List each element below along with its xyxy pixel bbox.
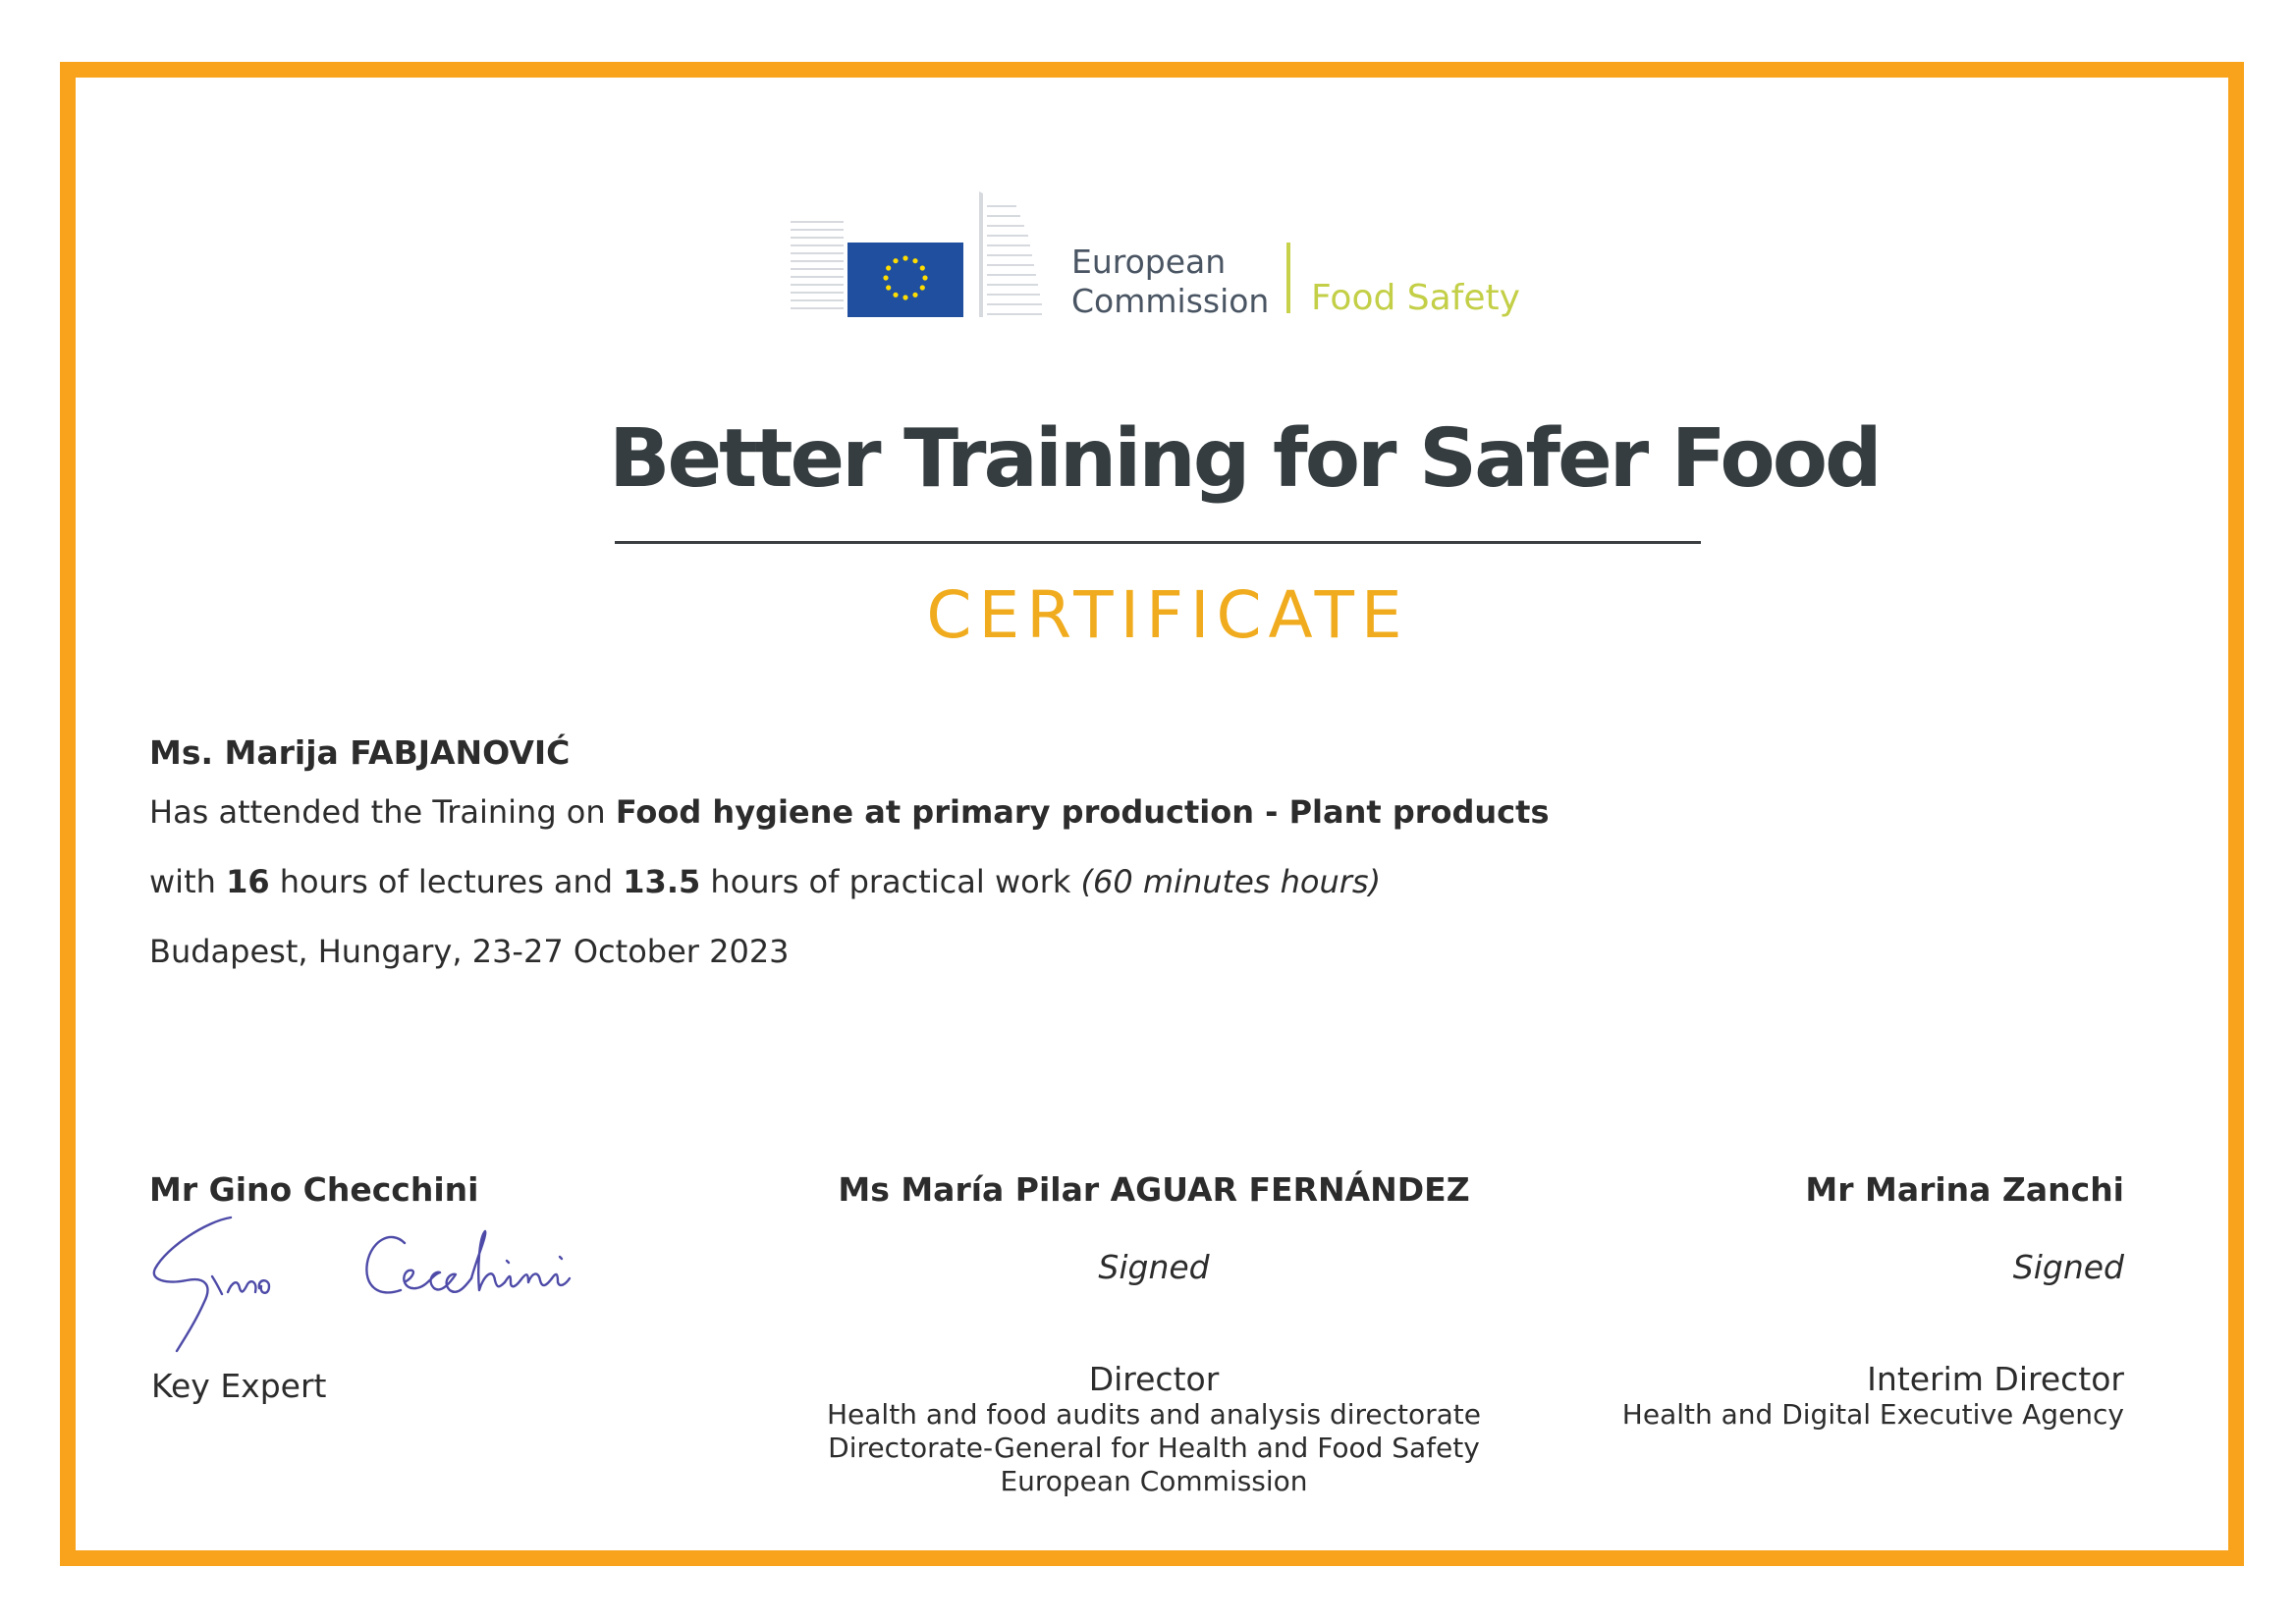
certificate-body	[149, 729, 1549, 987]
ec-logo	[791, 191, 1537, 329]
certificate-label: CERTIFICATE	[926, 577, 1409, 653]
training-prefix: Has attended the Training on	[149, 793, 616, 831]
signatory-center-org-2: Directorate-General for Health and Food Safety	[828, 1432, 1480, 1464]
signatory-center-signed: Signed	[1098, 1248, 1210, 1286]
signatory-left	[149, 1170, 479, 1405]
lecture-hours: 16	[226, 863, 270, 900]
recipient-name: Ms. Marija FABJANOVIĆ	[149, 733, 571, 772]
certificate-title: Better Training for Safer Food	[609, 412, 1880, 506]
hours-note: (60 minutes hours)	[1080, 863, 1382, 900]
handwritten-signature	[147, 1208, 658, 1365]
signatory-left-role: Key Expert	[151, 1367, 327, 1405]
signatory-right-role: Interim Director	[1867, 1360, 2124, 1398]
hours-suffix: hours of practical work	[700, 863, 1081, 900]
practical-hours: 13.5	[623, 863, 701, 900]
hours-prefix: with	[149, 863, 227, 900]
signatory-center-org-1: Health and food audits and analysis directorate	[826, 1398, 1482, 1431]
signatory-right	[1473, 1170, 2124, 1432]
title-divider	[615, 541, 1701, 544]
program-name: Food Safety	[1311, 278, 1520, 318]
training-name: Food hygiene at primary production - Plant products	[615, 793, 1550, 831]
ec-name	[1071, 243, 1269, 321]
training-line	[149, 778, 1549, 847]
signatory-center-role: Director	[1088, 1360, 1220, 1398]
hours-mid: hours of lectures and	[269, 863, 624, 900]
signatory-right-org-1: Health and Digital Executive Agency	[1621, 1398, 2124, 1431]
signatory-left-name: Mr Gino Checchini	[149, 1170, 479, 1209]
logo-separator	[1286, 243, 1290, 313]
signatory-center	[786, 1170, 1522, 1498]
signatory-center-name: Ms María Pilar AGUAR FERNÁNDEZ	[838, 1170, 1470, 1209]
place-date: Budapest, Hungary, 23-27 October 2023	[149, 933, 790, 970]
hours-line	[149, 847, 1549, 917]
ec-name-line2: Commission	[1071, 282, 1270, 320]
ec-building-icon	[791, 191, 1066, 329]
ec-name-line1: European	[1071, 243, 1227, 281]
signatory-right-signed: Signed	[2012, 1248, 2124, 1286]
signatory-right-name: Mr Marina Zanchi	[1805, 1170, 2124, 1209]
signatory-center-org-3: European Commission	[1000, 1465, 1308, 1497]
